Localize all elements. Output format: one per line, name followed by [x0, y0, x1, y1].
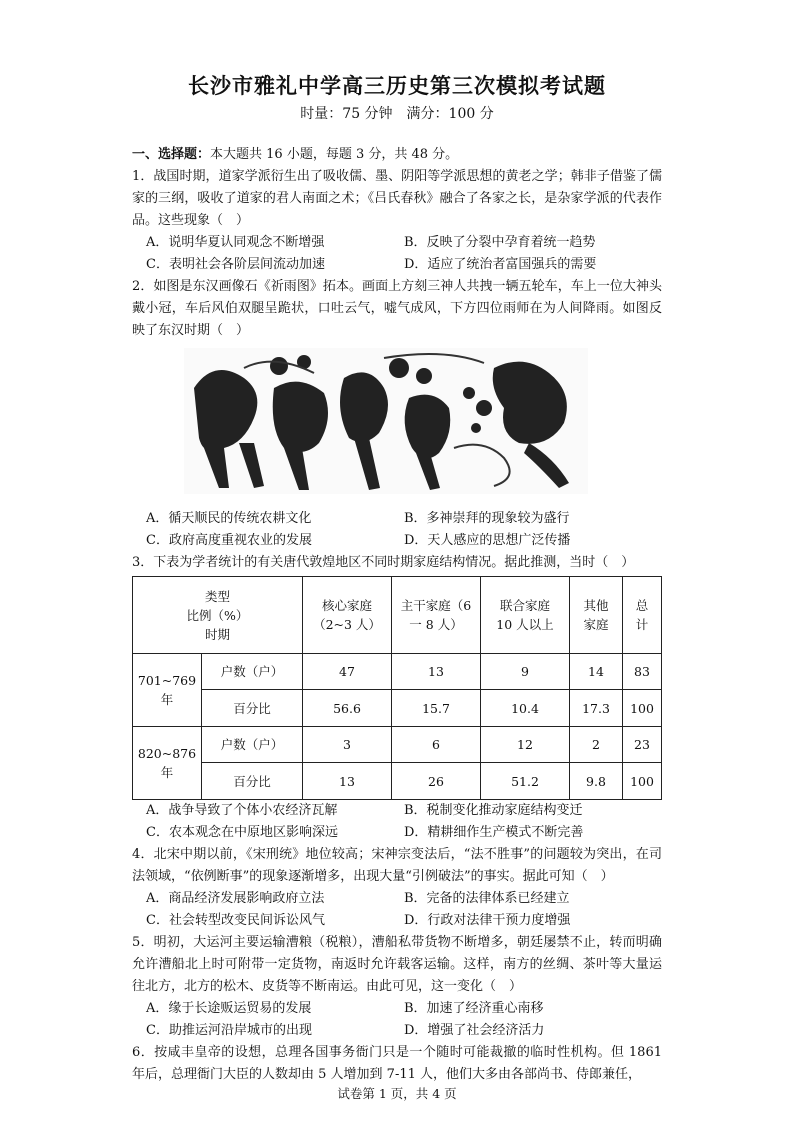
table-cell: 26 [392, 763, 481, 800]
header-stem [392, 577, 481, 654]
option-c: C．社会转型改变民间诉讼风气 [146, 913, 325, 928]
option-a: A．商品经济发展影响政府立法 [146, 891, 325, 906]
header-line: 核心家庭 [321, 598, 372, 613]
option-a: A．说明华夏认同观念不断增强 [146, 235, 325, 250]
table-cell: 83 [623, 654, 662, 690]
row-label: 百分比 [202, 690, 303, 727]
row-label: 户数（户） [202, 727, 303, 763]
question-2-options [146, 508, 662, 552]
family-structure-table [132, 576, 662, 800]
header-line: 计 [635, 617, 649, 632]
table-row [133, 654, 662, 690]
header-line: 其他 [583, 598, 609, 613]
option-d: D．适应了统治者富国强兵的需要 [404, 257, 597, 272]
table-row [133, 763, 662, 800]
option-d: D．精耕细作生产模式不断完善 [404, 825, 584, 840]
header-nuclear [303, 577, 392, 654]
question-1-options [146, 232, 662, 276]
exam-title: 长沙市雅礼中学高三历史第三次模拟考试题 [188, 74, 606, 98]
table-corner-cell [133, 577, 303, 654]
table-row [133, 727, 662, 763]
header-line: 联合家庭 [499, 598, 550, 613]
corner-ratio: 比例（%） [186, 607, 249, 623]
section-label: 一、选择题： [132, 147, 211, 162]
table-header-row [133, 577, 662, 654]
table-cell: 12 [481, 727, 570, 763]
table-cell: 9.8 [570, 763, 623, 800]
section-heading [132, 144, 662, 166]
period-line: 年 [160, 692, 174, 707]
header-other [570, 577, 623, 654]
header-line: 一 8 人） [409, 617, 463, 632]
table-cell: 3 [303, 727, 392, 763]
option-b: B．税制变化推动家庭结构变迁 [404, 803, 583, 818]
period-cell [133, 727, 202, 800]
table-cell: 100 [623, 763, 662, 800]
section-desc: 本大题共 16 小题，每题 3 分，共 48 分。 [210, 147, 459, 162]
period-line: 年 [160, 765, 174, 780]
question-5-stem: 5．明初，大运河主要运输漕粮（税粮），漕船私带货物不断增多，朝廷屡禁不止，转而明确允许漕船北上时可附带一定货物，南返时允许载客运输。这样，南方的丝绸、茶叶等大量运往北方，北方的松木、皮货等不断南运。由此可见，这一变化（ ） [132, 935, 662, 994]
option-c: C．助推运河沿岸城市的出现 [146, 1023, 312, 1038]
option-b: B．加速了经济重心南移 [404, 1001, 544, 1016]
page-footer: 试卷第 1 页，共 4 页 [337, 1086, 457, 1101]
header-total [623, 577, 662, 654]
table-cell: 100 [623, 690, 662, 727]
table-cell: 14 [570, 654, 623, 690]
question-6-stem: 6．按咸丰皇帝的设想，总理各国事务衙门只是一个随时可能裁撤的临时性机构。但 1861 年后，总理衙门大臣的人数却由 5 人增加到 7-11 人，他们大多由各部尚书、侍郎兼任， [132, 1045, 662, 1082]
rain-prayer-rubbing-image [184, 348, 588, 494]
question-4-stem: 4．北宋中期以前，《宋刑统》地位较高；宋神宗变法后，“法不胜事”的问题较为突出，在司法领域，“依例断事”的现象逐渐增多，出现大量“引例破法”的事实。据此可知（ ） [132, 847, 662, 884]
question-2-stem: 2．如图是东汉画像石《祈雨图》拓本。画面上方刻三神人共拽一辆五轮车，车上一位大神头戴小冠，车后风伯双腿呈跪状，口吐云气，嘘气成风，下方四位雨师在为人间降雨。如图反映了东汉时期（ ） [132, 279, 662, 338]
table-cell: 15.7 [392, 690, 481, 727]
header-line: 总 [635, 598, 649, 613]
table-cell: 10.4 [481, 690, 570, 727]
row-label: 百分比 [202, 763, 303, 800]
table-cell: 6 [392, 727, 481, 763]
header-line: 10 人以上 [496, 617, 554, 632]
row-label: 户数（户） [202, 654, 303, 690]
table-cell: 47 [303, 654, 392, 690]
table-cell: 9 [481, 654, 570, 690]
table-cell: 56.6 [303, 690, 392, 727]
exam-content [132, 144, 662, 1086]
period-line: 820~876 [137, 746, 197, 761]
table-row [133, 690, 662, 727]
table-cell: 13 [303, 763, 392, 800]
option-a: A．循天顺民的传统农耕文化 [146, 511, 312, 526]
question-1-stem: 1．战国时期，道家学派衍生出了吸收儒、墨、阴阳等学派思想的黄老之学；韩非子借鉴了儒家的三纲，吸收了道家的君人南面之术；《吕氏春秋》融合了各家之长，是杂家学派的代表作品。这些现象（ ） [132, 169, 662, 228]
option-b: B．反映了分裂中孕育着统一趋势 [404, 235, 596, 250]
option-d: D．天人感应的思想广泛传播 [404, 533, 571, 548]
table-cell: 2 [570, 727, 623, 763]
option-a: A．战争导致了个体小农经济瓦解 [146, 803, 338, 818]
header-line: （2~3 人） [313, 617, 381, 632]
option-d: D．增强了社会经济活力 [404, 1023, 545, 1038]
option-c: C．政府高度重视农业的发展 [146, 533, 312, 548]
corner-period: 时期 [204, 626, 230, 642]
question-4-options [146, 888, 662, 932]
corner-type: 类型 [204, 588, 230, 604]
option-d: D．行政对法律干预力度增强 [404, 913, 571, 928]
option-a: A．缘于长途贩运贸易的发展 [146, 1001, 312, 1016]
table-cell: 13 [392, 654, 481, 690]
question-3-options [146, 800, 662, 844]
header-line: 家庭 [583, 617, 609, 632]
period-line: 701~769 [137, 673, 197, 688]
option-c: C．农本观念在中原地区影响深远 [146, 825, 338, 840]
table-cell: 51.2 [481, 763, 570, 800]
option-c: C．表明社会各阶层间流动加速 [146, 257, 325, 272]
question-5-options [146, 998, 662, 1042]
exam-subtitle: 时量：75 分钟 满分：100 分 [300, 106, 494, 122]
period-cell [133, 654, 202, 727]
header-line: 主干家庭（6 [400, 598, 472, 613]
option-b: B．完备的法律体系已经建立 [404, 891, 570, 906]
table-cell: 17.3 [570, 690, 623, 727]
header-joint [481, 577, 570, 654]
table-cell: 23 [623, 727, 662, 763]
question-3-stem: 3．下表为学者统计的有关唐代敦煌地区不同时期家庭结构情况。据此推测，当时（ ） [132, 555, 635, 570]
option-b: B．多神崇拜的现象较为盛行 [404, 511, 570, 526]
